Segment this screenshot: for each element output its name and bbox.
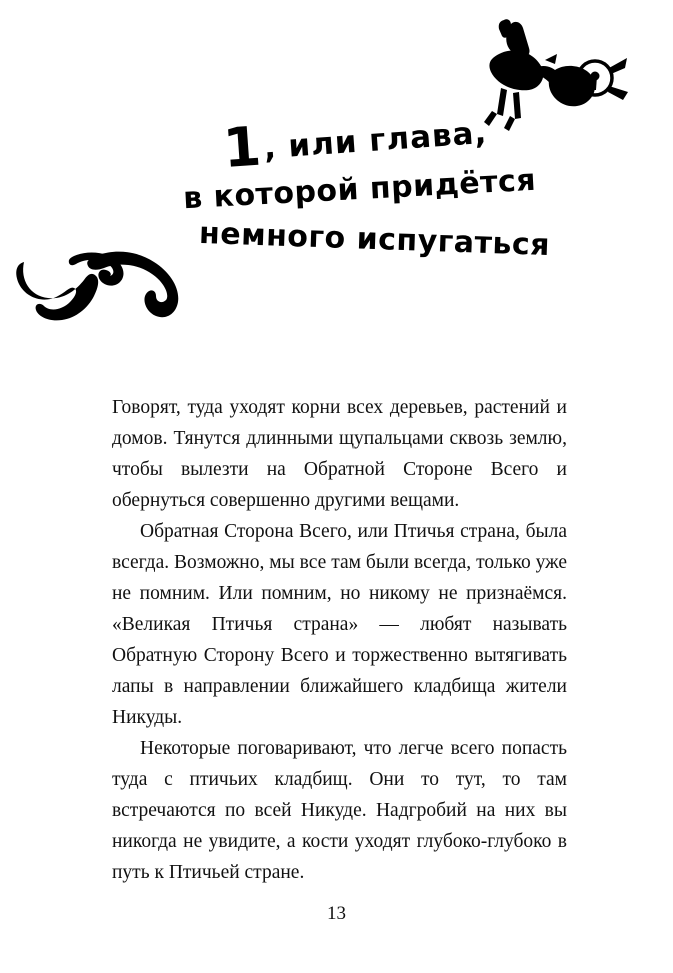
chapter-heading-line-3: немного испугаться [198, 215, 551, 264]
page-number: 13 [327, 903, 346, 924]
body-text [112, 392, 567, 888]
chapter-heading-line-1-rest: , или глава, [262, 114, 489, 167]
paragraph: Некоторые поговаривают, что легче всего попасть туда с птичьих кладбищ. Они то тут, то там встречаются по всей Никуде. Надгробий на них вы никогда не увидите, а кости уходят глубоко-глубоко в путь к Птичьей стране. [112, 738, 567, 883]
chapter-heading-line-2: в которой придётся [182, 162, 537, 217]
moustache-illustration [14, 240, 194, 340]
chapter-heading-line-1 [221, 109, 489, 181]
chapter-heading [175, 110, 551, 280]
paragraph: Обратная Сторона Всего, или Птичья страна, была всегда. Возможно, мы все там были всегда, только уже не помним. Или помним, но никому не признаёмся. «Великая Птичья страна» — любят называть Обратную Сторону Всего и торжественно вытягивать лапы в направлении ближайшего кладбища жители Никуды. [112, 521, 567, 728]
chapter-number: 1 [221, 114, 264, 181]
paragraph: Говорят, туда уходят корни всех деревьев, растений и домов. Тянутся длинными щупальцами сквозь землю, чтобы вылезти на Обратной Стороне Всего и обернуться совершенно другими вещами. [112, 397, 567, 511]
